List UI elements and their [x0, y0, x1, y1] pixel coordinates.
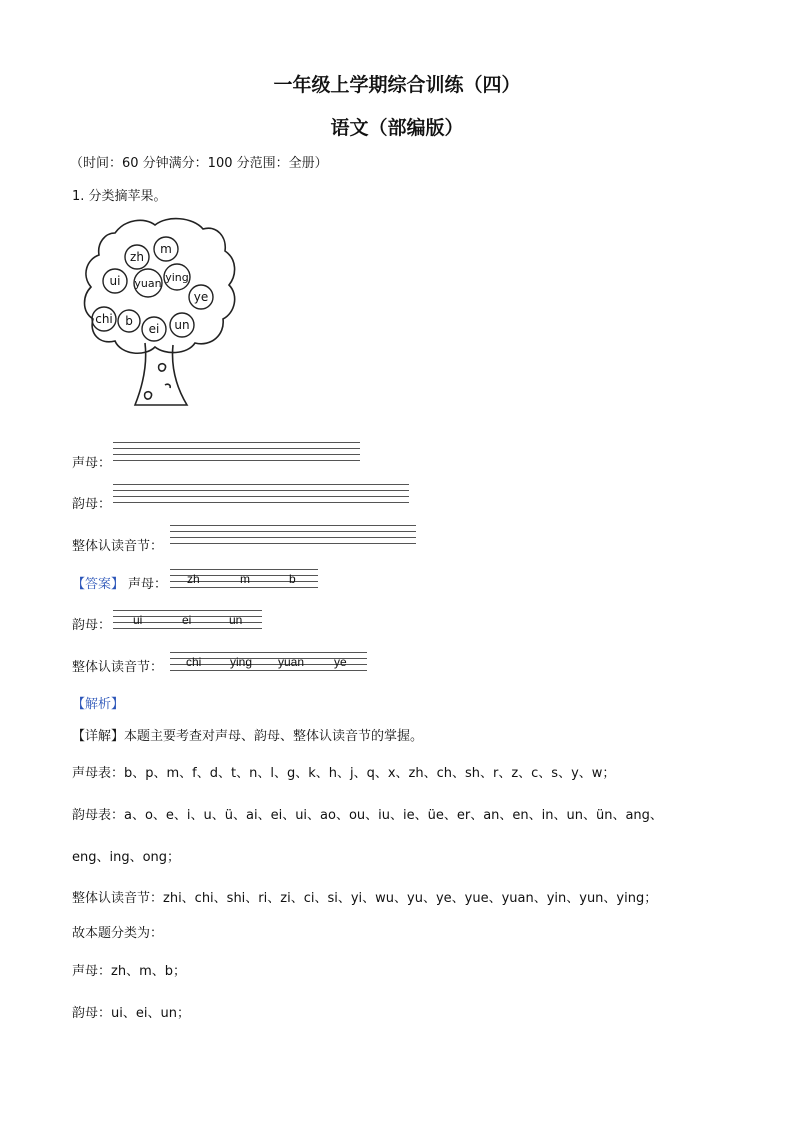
answer-value: yuan — [278, 655, 305, 669]
yunmu-table-line2: eng、ing、ong； — [72, 850, 181, 865]
zhengti-table: 整体认读音节：zhi、chi、shi、ri、zi、ci、si、yi、wu、yu、ye、yue、yuan、yin、yun、ying； — [72, 891, 658, 906]
answer-value: b — [289, 572, 296, 586]
page-title: 一年级上学期综合训练（四） — [273, 74, 521, 96]
question-prompt: 1. 分类摘苹果。 — [72, 189, 167, 204]
apple-label: yuan — [134, 277, 162, 290]
detail-text: 本题主要考查对声母、韵母、整体认读音节的掌握。 — [124, 729, 424, 744]
apple-label: zh — [130, 250, 144, 264]
analysis-tag: 【解析】 — [72, 697, 125, 712]
shengmu-table: 声母表：b、p、m、f、d、t、n、l、g、k、h、j、q、x、zh、ch、sh、r、z、c、s、y、w； — [72, 766, 616, 781]
answer-value: ei — [182, 613, 192, 627]
answer-value: ui — [133, 613, 143, 627]
zhengti-label: 整体认读音节： — [72, 539, 164, 554]
answer-value: ying — [230, 655, 253, 669]
exam-meta: （时间：60 分钟满分：100 分范围：全册） — [70, 156, 328, 171]
result-shengmu: 声母：zh、m、b； — [72, 964, 186, 979]
apple-label: ye — [193, 290, 209, 304]
analysis-detail — [72, 725, 423, 744]
apple-tree-illustration — [75, 215, 250, 415]
page-subtitle: 语文（部编版） — [330, 117, 464, 139]
answer-value: chi — [186, 655, 202, 669]
apple-label: ui — [109, 274, 121, 288]
answer-value: un — [229, 613, 243, 627]
shengmu-label: 声母： — [72, 456, 112, 471]
yunmu-table-line1: 韵母表：a、o、e、i、u、ü、ai、ei、ui、ao、ou、iu、ie、üe、er、an、en、in、un、ün、ang、 — [72, 808, 663, 823]
zhengti-blank-lines[interactable] — [170, 525, 416, 549]
answer-shengmu-label: 声母： — [128, 577, 168, 592]
answer-zhengti-label: 整体认读音节： — [72, 660, 164, 675]
apple-label: ying — [165, 271, 189, 284]
apple-label: m — [160, 242, 172, 256]
answer-value: m — [240, 572, 250, 586]
classify-intro: 故本题分类为： — [72, 926, 164, 941]
detail-tag: 【详解】 — [72, 729, 125, 744]
yunmu-blank-lines[interactable] — [113, 484, 409, 508]
apple-label: chi — [95, 312, 113, 326]
yunmu-label: 韵母： — [72, 497, 112, 512]
shengmu-blank-lines[interactable] — [113, 442, 360, 466]
answer-yunmu-label: 韵母： — [72, 618, 112, 633]
answer-value: zh — [187, 572, 200, 586]
result-yunmu: 韵母：ui、ei、un； — [72, 1006, 190, 1021]
apple-label: un — [174, 318, 190, 332]
apple-label: b — [125, 314, 133, 328]
answer-value: ye — [334, 655, 347, 669]
answer-tag: 【答案】 — [72, 577, 125, 592]
apple-label: ei — [148, 322, 160, 336]
